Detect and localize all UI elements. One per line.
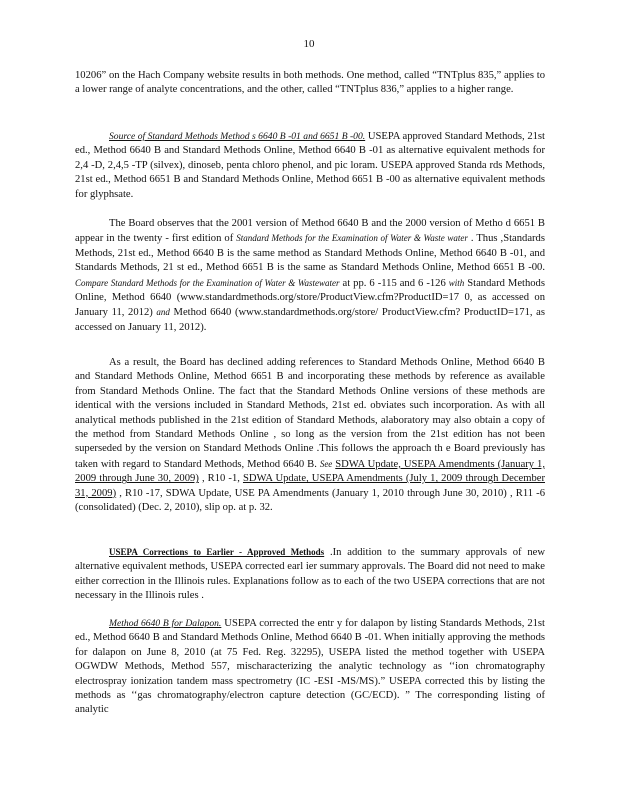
paragraph-text: USEPA approved Standard Methods, 21st ed., Method 6640 B and Standard Methods Online, Method 6640 B -01 as alternative equivalent methods for 2,4 -D, 2,4,5 -TP (silvex), dinoseb, penta chloro phenol, and pic loram. USEPA approved Standa rds Methods, 21st ed., Method 6651 B and Standard Methods Online, Method 6651 B -00 as alternative equivalent methods for glyphsate. [75,131,545,200]
paragraph-text: The Board observes that the 2001 version of Method 6640 B and the 2000 version of Metho d 6651 B appear in the twenty - first edition of [75,218,545,245]
section-heading: USEPA Corrections to Earlier - Approved Methods [109,547,325,557]
paragraph-text: .In addition to the summary approvals of new alternative equivalent methods, USEPA corrected earl ier summary approvals. The Board did not need to make either correction in the Illinois rules. Explanations follow as to each of the two USEPA corrections that are not necessary in the Illinois rules . [75,547,546,602]
underlined-citation: SDWA Update, USEPA Amendments (July 1, 2009 through December 31, 2009) [75,473,545,499]
italic-citation: Standard Methods for the Examination of Water & Waste water [236,233,468,244]
italic-word: See [319,458,333,469]
paragraph-text: Standard Methods Online, Method 6640 (www.standardmethods.org/store/ProductView.cfm?ProductID=17 0, as accessed on January 11, 2012) [75,277,545,319]
paragraph-method-dalapon [75,617,545,718]
paragraph-text: , R10 -1, [198,473,243,485]
italic-citation: Compare Standard Methods for the Examination of Water & Wastewater [75,277,340,288]
paragraph-text: Method 6640 (www.standardmethods.org/store/ ProductView.cfm? ProductID=171, as accessed on January 11, 2012). [75,307,545,333]
paragraph-board-declined [75,356,545,515]
paragraph-text: . Thus ,Standards Methods, 21st ed., Method 6640 B is the same method as Standard Methods Online, Method 6640 B -01, and Standards Methods, 21 st ed., Method 6651 B is the same as Standard Methods Online, Method 6651 B -00. [75,233,545,274]
paragraph-text: , R10 -17, SDWA Update, USE PA Amendments (January 1, 2010 through June 30, 2010) , R11 -6 (consolidated) (Dec. 2, 2010), slip op. at p. 32. [75,487,545,514]
page-number: 10 [303,38,315,50]
section-heading: Method 6640 B for Dalapon. [109,618,222,629]
paragraph-board-observes [75,217,545,335]
paragraph-text: 10206” on the Hach Company website results in both methods. One method, called “TNTplus 835,” applies to a lower range of analyte concentrations, and the other, called “TNTplus 836,” applies to a higher range. [75,70,545,96]
paragraph-text: As a result, the Board has declined adding references to Standard Methods Online, Method 6640 B and Standard Methods Online, Method 6651 B and incorporating these methods by reference as available from Standard Methods Online. The fact that the Standard Methods Online versions of these methods are identical with the versions included in Standard Methods, 21st ed. obviates such incorporation. As with all analytical methods published in the 21st edition of Standard Methods, alaboratory may also obtain a copy of the method from Standard Methods Online , so long as the version from the 21st edition has not been superseded by the version on Standard Methods Online .This follows the approach th e Board previously has taken with regard to Standard Methods, Method 6640 B. [75,357,545,470]
paragraph-source-of-methods [75,130,545,202]
italic-word: with [448,277,465,288]
paragraph-text: USEPA corrected the entr y for dalapon by listing Standards Methods, 21st ed., Method 6640 B and Standard Methods Online, Method 6640 B -01. When initially approving the methods for dalapon on June 8, 2010 (at 75 Fed. Reg. 32295), USEPA listed the method together with USEPA OGWDW Methods, Method 557, mischaracterizing the analytic technology as ‘‘ion chromatography electrospray ionization tandem mass spectrometry (IC -ESI -MS/MS).” USEPA corrected this by listing the methods as ‘‘gas chromatography/electron capture detection (GC/ECD). ” The corresponding listing of analytic [75,618,546,716]
paragraph-text: at pp. 6 -115 and 6 -126 [339,277,449,289]
underlined-citation: SDWA Update, USEPA Amendments (January 1, 2009 through June 30, 2009) [75,458,545,485]
section-heading: Source of Standard Methods Method s 6640 B -01 and 6651 B -00. [109,131,366,142]
paragraph-usepa-corrections [75,545,545,604]
italic-word: and [156,307,170,318]
paragraph-hach-methods [75,69,545,98]
